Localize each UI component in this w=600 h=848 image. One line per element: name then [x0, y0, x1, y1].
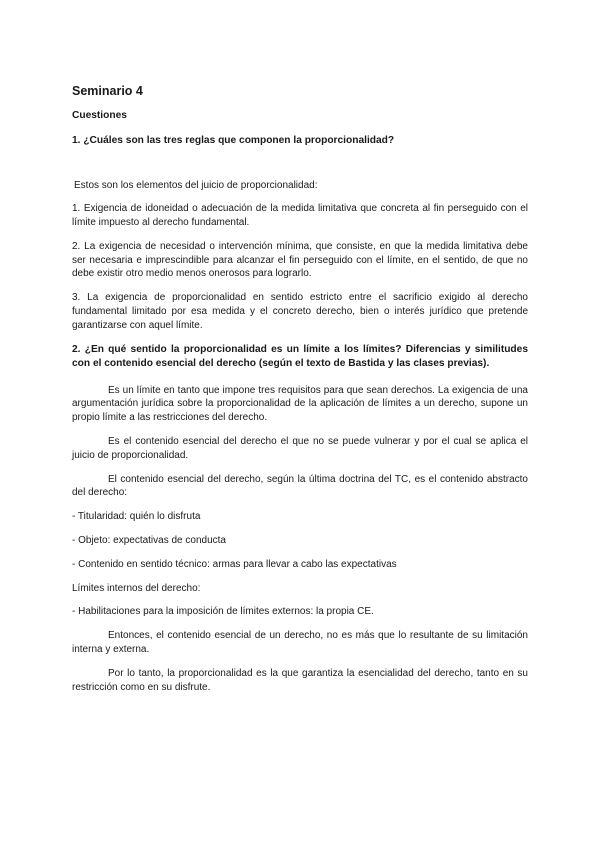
closing-paragraph-1: Entonces, el contenido esencial de un derecho, no es más que lo resultante de su limitación interna y externa.	[72, 630, 528, 656]
content-list-item-titularidad: - Titularidad: quién lo disfruta	[72, 511, 201, 523]
q1-item-3: 3. La exigencia de proporcionalidad en sentido estricto entre el sacrificio exigido al derecho fundamental limitado por esa medida y el concreto derecho, bien o interés jurídico que pretende garantizarse con aquel límite.	[72, 292, 528, 331]
q2-paragraph-3: El contenido esencial del derecho, según la última doctrina del TC, es el contenido abstracto del derecho:	[72, 473, 528, 499]
q1-intro: Estos son los elementos del juicio de proporcionalidad:	[74, 179, 318, 191]
document-title: Seminario 4	[72, 84, 143, 98]
spacer	[72, 161, 528, 179]
q2-paragraph-2: Es el contenido esencial del derecho el que no se puede vulnerar y por el cual se aplica el juicio de proporcionalidad.	[72, 436, 528, 461]
content-list-item-objeto: - Objeto: expectativas de conducta	[72, 535, 226, 547]
content-list-item-contenido: - Contenido en sentido técnico: armas para llevar a cabo las expectativas	[72, 558, 397, 570]
question-1-heading: 1. ¿Cuáles son las tres reglas que componen la proporcionalidad?	[72, 135, 395, 146]
q1-item-1: 1. Exigencia de idoneidad o adecuación de la medida limitativa que concreta al fin perseguido con el límite impuesto al derecho fundamental.	[72, 203, 528, 229]
q2-paragraph-1: Es un límite en tanto que impone tres requisitos para que sean derechos. La exigencia de una argumentación jurídica sobre la proporcionalidad de la aplicación de límites a un derecho, supone un propio límite a las restricciones del derecho.	[72, 384, 528, 424]
closing-paragraph-2: Por lo tanto, la proporcionalidad es la que garantiza la esencialidad del derecho, tanto en su restricción como en su disfrute.	[72, 667, 528, 693]
document-page	[72, 84, 528, 704]
internal-limits-label: Límites internos del derecho:	[72, 582, 201, 594]
question-2-heading: 2. ¿En qué sentido la proporcionalidad es un límite a los límites? Diferencias y similitudes con el contenido esencial del derecho (según el texto de Bastida y las clases previas).	[72, 343, 528, 370]
q1-item-2: 2. La exigencia de necesidad o intervención mínima, que consiste, en que la medida limitativa debe ser necesaria e imprescindible para alcanzar el fin perseguido con el límite, en el sentido, de que no debe existir otro medio menos onerosos para lograrlo.	[72, 240, 528, 280]
external-limits-item: - Habilitaciones para la imposición de límites externos: la propia CE.	[72, 606, 374, 618]
section-heading: Cuestiones	[72, 110, 127, 121]
